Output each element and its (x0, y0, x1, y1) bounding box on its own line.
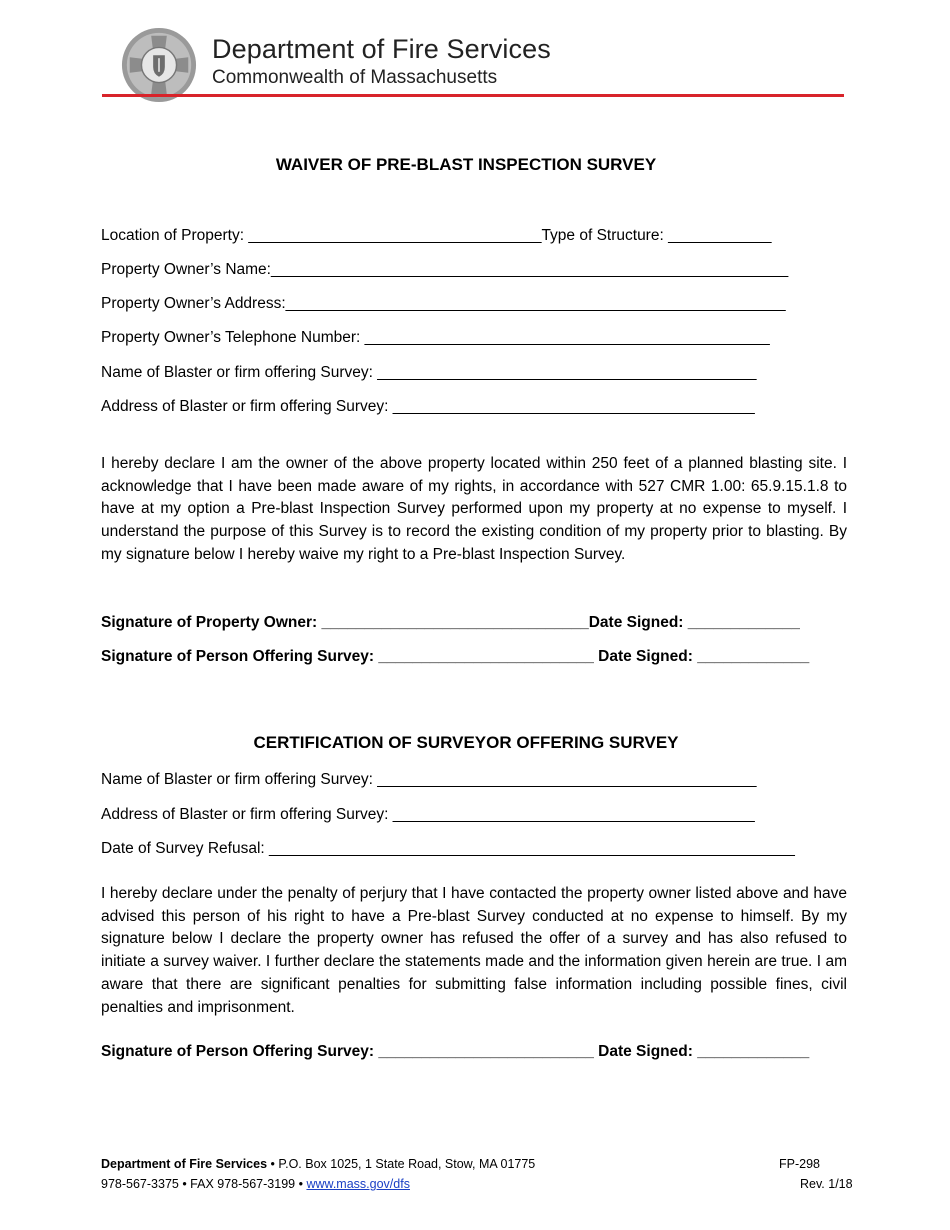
owner-phone-label: Property Owner’s Telephone Number: (101, 329, 365, 346)
cert-signature-label: Signature of Person Offering Survey: (101, 1043, 379, 1060)
location-label: Location of Property: (101, 227, 249, 244)
person-signature-row (101, 648, 809, 666)
owner-signature-row (101, 614, 800, 632)
owner-phone-row (101, 329, 770, 347)
cert-blaster-address-field[interactable]: __________________________________________ (392, 806, 755, 823)
footer-phone-fax: 978-567-3375 • FAX 978-567-3199 • (101, 1177, 307, 1191)
dfs-seal-logo (120, 26, 198, 104)
blaster-name-row (101, 364, 757, 382)
cert-blaster-name-label: Name of Blaster or firm offering Survey: (101, 771, 378, 788)
refusal-date-field[interactable]: _____________________________________________________________ (269, 840, 795, 857)
owner-address-row (101, 295, 786, 313)
cert-date-field[interactable]: _____________ (697, 1043, 810, 1060)
structure-type-label: Type of Structure: (541, 227, 669, 244)
owner-date-field[interactable]: _____________ (687, 614, 800, 631)
owner-name-label: Property Owner’s Name: (101, 261, 271, 278)
certification-title: CERTIFICATION OF SURVEYOR OFFERING SURVEY (253, 733, 679, 752)
blaster-name-label: Name of Blaster or firm offering Survey: (101, 364, 378, 381)
owner-name-row (101, 261, 788, 279)
form-number: FP-298 (779, 1157, 820, 1171)
waiver-declaration: I hereby declare I am the owner of the above property located within 250 feet of a planned blasting site. I acknowledge that I have been made aware of my rights, in accordance with 527 CMR 1.00: 65.9.15.1.8 to have at my option a Pre-blast Inspection Survey performed upon my property at no expense to myself. I understand the purpose of this Survey is to record the existing condition of my property prior to blasting. By my signature below I hereby waive my right to a Pre-blast Inspection Survey. (101, 455, 847, 563)
footer-contact-line (101, 1177, 410, 1191)
person-signature-field[interactable]: _________________________ (378, 648, 594, 665)
owner-signature-field[interactable]: _______________________________ (321, 614, 589, 631)
location-type-row (101, 227, 772, 245)
certification-declaration: I hereby declare under the penalty of perjury that I have contacted the property owner listed above and have advised this person of his right to have a Pre-blast Survey conducted at no expense to himself. By my signature below I declare the property owner has refused the offer of a survey and has also refused to initiate a survey waiver. I further declare the statements made and the information given herein are true. I am aware that there are significant penalties for submitting false information including possible fines, civil penalties and imprisonment. (101, 885, 847, 1016)
person-date-label: Date Signed: (598, 648, 698, 665)
footer-address-line (101, 1157, 535, 1171)
cert-blaster-name-row (101, 771, 757, 789)
owner-signature-label: Signature of Property Owner: (101, 614, 322, 631)
cert-blaster-address-row (101, 806, 755, 824)
footer-address: • P.O. Box 1025, 1 State Road, Stow, MA 01775 (267, 1157, 536, 1171)
waiver-title: WAIVER OF PRE-BLAST INSPECTION SURVEY (275, 155, 657, 174)
cert-date-label: Date Signed: (598, 1043, 698, 1060)
refusal-date-label: Date of Survey Refusal: (101, 840, 269, 857)
structure-type-field[interactable]: ____________ (668, 227, 772, 244)
owner-name-field[interactable]: ____________________________________________________________ (271, 261, 789, 278)
blaster-address-row (101, 398, 755, 416)
blaster-address-field[interactable]: __________________________________________ (392, 398, 755, 415)
form-revision: Rev. 1/18 (800, 1177, 853, 1191)
blaster-name-field[interactable]: ____________________________________________ (377, 364, 757, 381)
person-signature-label: Signature of Person Offering Survey: (101, 648, 379, 665)
location-field[interactable]: __________________________________ (248, 227, 542, 244)
blaster-address-label: Address of Blaster or firm offering Survey: (101, 398, 393, 415)
department-title: Department of Fire Services (212, 34, 551, 64)
cert-signature-row (101, 1043, 809, 1061)
footer-website-link[interactable]: www.mass.gov/dfs (306, 1177, 410, 1191)
owner-address-label: Property Owner’s Address: (101, 295, 286, 312)
footer-org: Department of Fire Services (101, 1157, 268, 1171)
cert-blaster-name-field[interactable]: ____________________________________________ (377, 771, 757, 788)
owner-date-label: Date Signed: (588, 614, 688, 631)
cert-signature-field[interactable]: _________________________ (378, 1043, 594, 1060)
refusal-date-row (101, 840, 795, 858)
owner-address-field[interactable]: __________________________________________________________ (285, 295, 786, 312)
commonwealth-subtitle: Commonwealth of Massachusetts (212, 67, 498, 88)
owner-phone-field[interactable]: _______________________________________________ (364, 329, 770, 346)
header-divider (102, 94, 844, 97)
cert-blaster-address-label: Address of Blaster or firm offering Survey: (101, 806, 393, 823)
person-date-field[interactable]: _____________ (697, 648, 810, 665)
